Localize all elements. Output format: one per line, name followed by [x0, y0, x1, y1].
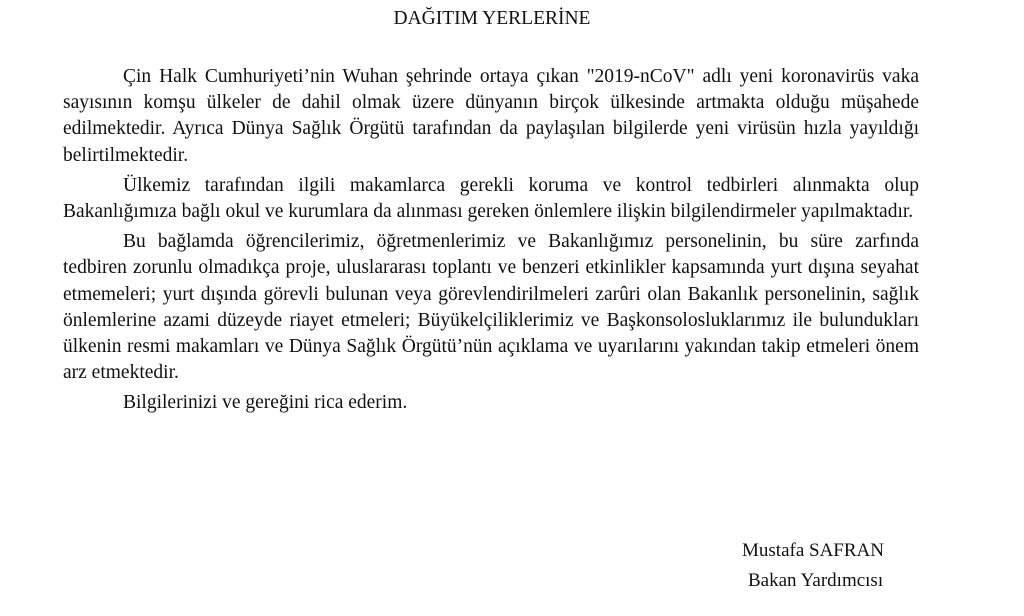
document-heading-text: DAĞITIM YERLERİNE: [393, 8, 591, 29]
document-heading: [0, 6, 1024, 32]
paragraph-2: Ülkemiz tarafından ilgili makamlarca gerekli koruma ve kontrol tedbirleri alınmakta olup Bakanlığımıza bağlı okul ve kurumlara da alınması gereken önlemlere ilişkin bilgilendirmeler yapılmaktadır.: [63, 174, 919, 223]
signatory-title: Bakan Yardımcısı: [748, 570, 884, 591]
paragraph-4: Bilgilerinizi ve gereğini rica ederim.: [123, 392, 408, 414]
paragraph-3: Bu bağlamda öğrencilerimiz, öğretmenlerimiz ve Bakanlığımız personelinin, bu süre zarfında tedbiren zorunlu olmadıkça proje, uluslararası toplantı ve benzeri etkinlikler kapsamında yurt dışına seyahat etmemeleri; yurt dışında görevli bulunan veya görevlendirilmeleri zarûri olan Bakanlık personelinin, sağlık önlemlerine azami düzeyde riayet etmeleri; Büyükelçiliklerimiz ve Başkonsolosluklarımız ile bulundukları ülkenin resmi makamları ve Dünya Sağlık Örgütü’nün açıklama ve uyarılarını yakından takip etmeleri önem arz etmektedir.: [63, 231, 919, 384]
signature-block: [742, 536, 884, 596]
paragraph-1: Çin Halk Cumhuriyeti’nin Wuhan şehrinde ortaya çıkan "2019-nCoV" adlı yeni koronavirüs vaka sayısının komşu ülkeler de dahil olmak üzere dünyanın birçok ülkesinde artmakta olduğu müşahede edilmektedir. Ayrıca Dünya Sağlık Örgütü tarafından da paylaşılan bilgilerde yeni virüsün hızla yayıldığı belirtilmektedir.: [63, 66, 919, 166]
signatory-name: Mustafa SAFRAN: [742, 540, 884, 561]
document-body: [63, 64, 919, 421]
